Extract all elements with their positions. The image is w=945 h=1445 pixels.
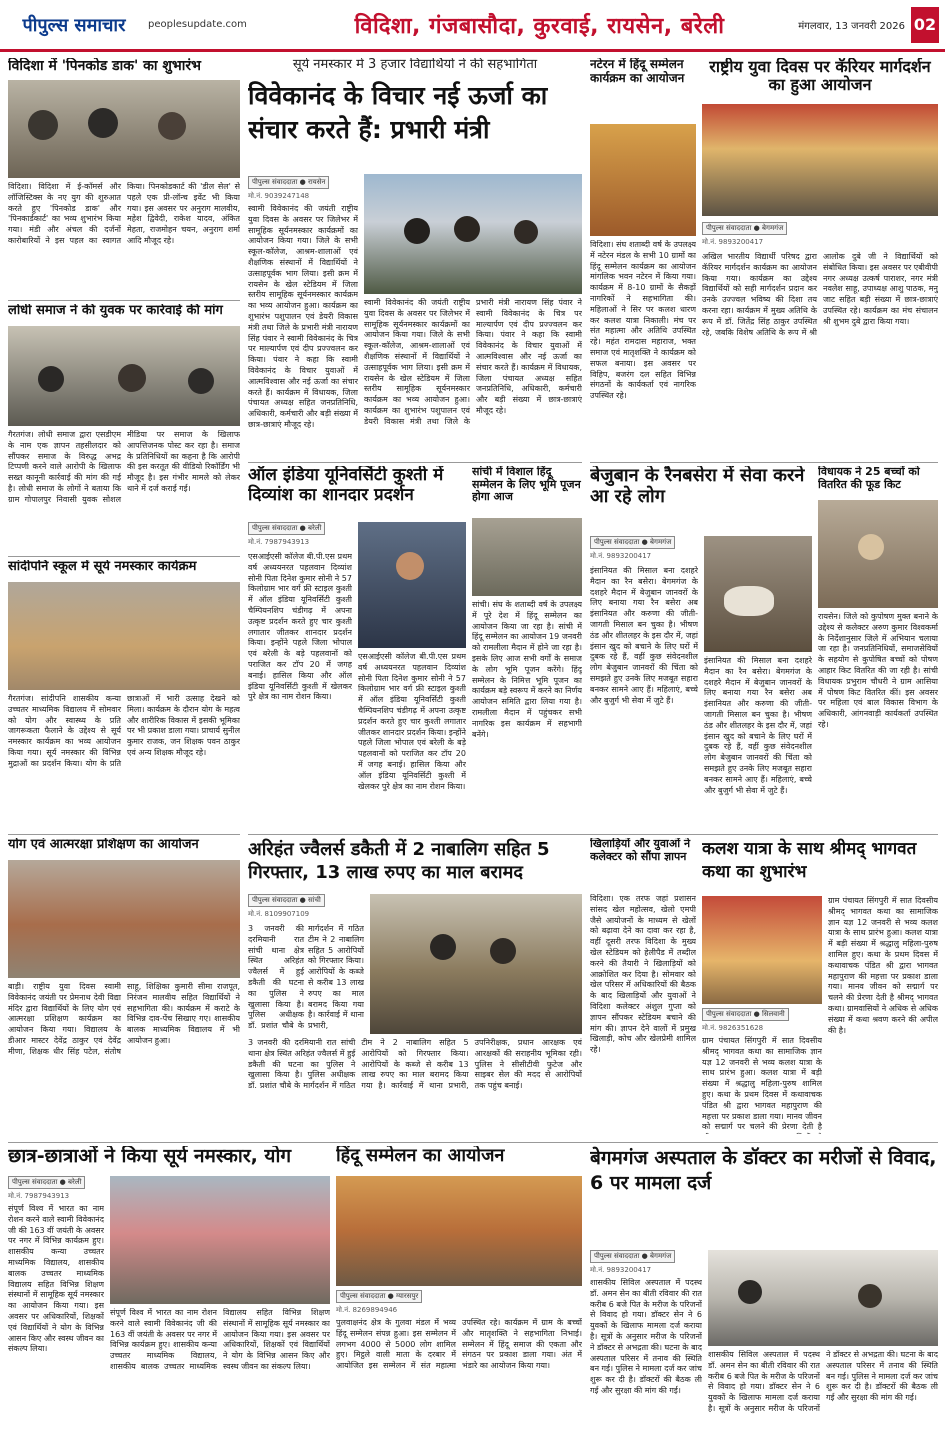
- photo-hospital: [708, 1250, 938, 1346]
- headline: लोधी समाज ने की युवक पर कार्रवाई की मांग: [8, 304, 223, 318]
- reporter-mobile: मो.नं. 9893200417: [702, 238, 764, 246]
- article-body-left: ग्राम पंचायत सिंगपुरी में सात दिवसीय श्रीमद् भागवत कथा का सामाजिक ज्ञान यज्ञ 12 जनवरी से भव्य कलश यात्रा के साथ प्रारंभ हुआ। कलश यात्रा में बड़ी संख्या में श्रद्धालु महिला-पुरुष शामिल हुए। कथा के प्रथम दिवस में कथावाचक पंडित श्री द्वारा भागवत महापुराण की महत्ता पर प्रकाश डाला गया। मानव जीवन को सद्मार्ग पर चलने की प्रेरणा देती है: [702, 1036, 822, 1132]
- article-lodhi-samaj: [8, 304, 240, 554]
- page-number: 02: [911, 7, 939, 43]
- headline: राष्ट्रीय युवा दिवस पर कॅरियर मार्गदर्शन का हुआ आयोजन: [709, 58, 931, 95]
- photo-food-kit: [818, 500, 938, 608]
- article-body-left: 3 जनवरी की दरमियानी रात सांची थाना क्षेत्र स्थित अरिहंत ज्वैलर्स में हुई डकैती की घटना का पुलिस ने खुलासा किया है। पुलिस अधीक्षक डॉ. प्रशांत चौबे के मार्गदर्शन में गठित टीम ने 2 नाबालिग सहित 5 आरोपियों को गिरफ्तार किया। आरोपियों के कब्जे से करीब 13 लाख रुपए का माल बरामद किया गया है। कार्रवाई में थाना प्रभारी,: [248, 924, 364, 1031]
- headline: बेजुबान के रैनबसेरा में सेवा करने आ रहे लोग: [590, 466, 805, 507]
- article-body: पुलवाक्षनंद क्षेत्र के गुलवा मंडल में भव्य हिंदू सम्मेलन संपन्न हुआ। इस सम्मेलन में लगभग 4000 से 5000 लोग शामिल हुए। मिट्ठले वाली माता के दरबार में आयोजित इस सम्मेलन में संत महात्मा उपस्थित रहे। कार्यक्रम में ग्राम के बच्चों और मातृशक्ति ने सहभागिता निभाई। सम्मेलन में हिंदू समाज की एकता और संगठन पर प्रकाश डाला गया। अंत में भंडारे का आयोजन किया गया।: [336, 1318, 582, 1371]
- article-body-right: स्वामी विवेकानंद की जयंती राष्ट्रीय युवा दिवस के अवसर पर जिलेभर में सामूहिक सूर्यनमस्कार कार्यक्रमों का आयोजन किया गया। जिले के सभी स्कूल-कॉलेज, आश्रम-शालाओं एवं शैक्षणिक संस्थानों में विद्यार्थियों ने उत्साहपूर्वक भाग लिया। इसी क्रम में रायसेन के खेल स्टेडियम में जिला स्तरीय सामूहिक सूर्यनमस्कार कार्यक्रम का भव्य आयोजन हुआ। कार्यक्रम का शुभारंभ पशुपालन एवं डेयरी विकास मंत्री तथा जिले के प्रभारी मंत्री नारायण सिंह पंवार ने स्वामी विवेकानंद के चित्र पर माल्यार्पण एवं दीप प्रज्ज्वलन कर किया। पंवार ने कहा कि स्वामी विवेकानंद के विचार युवाओं में आत्मविश्वास और नई ऊर्जा का संचार करते हैं। कार्यक्रम में विधायक, जिला पंचायत अध्यक्ष सहित जनप्रतिनिधि, अधिकारी, कर्मचारी और बड़ी संख्या में छात्र-छात्राएं मौजूद रहे।: [364, 298, 582, 426]
- article-body: विदिशा। एक तरफ जहां प्रशासन सांसद खेल महोत्सव, खेलो एमपी जैसे आयोजनों के माध्यम से खेलों को बढ़ावा देने का दावा कर रहा है, वहीं दूसरी तरफ विदिशा के मुख्य खेल स्टेडियम को हेलीपैड में तब्दील करने की तैयारी ने खिलाड़ियों को आक्रोशित कर दिया है। सोमवार को खेल परिसर में अधिकारियों की बैठक के बाद खिलाड़ियों और युवाओं ने विदिशा कलेक्टर अंशुल गुप्ता को ज्ञापन सौंपकर स्टेडियम बचाने की मांग की। ज्ञापन देने वालों में प्रमुख खिलाड़ी, कोच और खेलप्रेमी शामिल रहे।: [590, 894, 696, 1055]
- byline: पीपुल्स संवाददाता ● रायसेन: [248, 176, 329, 189]
- article-body-right: शासकीय सिविल अस्पताल में पदस्थ डॉ. अमन सेन का बीती रविवार की रात करीब 6 बजे पित के मरीज के परिजनों से विवाद हो गया। डॉक्टर सेन ने 6 युवकों के खिलाफ मामला दर्ज कराया है। सूत्रों के अनुसार मरीज के परिजनों ने डॉक्टर से अभद्रता की। घटना के बाद अस्पताल परिसर में तनाव की स्थिति बन गई। पुलिस ने मामला दर्ज कर जांच शुरू कर दी है। डॉक्टरों की बैठक ली गई और सुरक्षा की मांग की गई।: [708, 1350, 938, 1413]
- article-arihant-robbery: [248, 838, 582, 1138]
- byline: पीपुल्स संवाददाता ● सांची: [248, 894, 325, 907]
- article-food-kit: [818, 466, 938, 830]
- photo-gathering: [336, 1176, 582, 1286]
- article-body-left: संपूर्ण विश्व में भारत का नाम रोशन करने वाले स्वामी विवेकानंद जी की 163 वीं जयंती के अवसर पर नगर में विभिन्न कार्यक्रम हुए। शासकीय कन्या उच्चतर माध्यमिक विद्यालय, शासकीय बालक उच्चतर माध्यमिक विद्यालय सहित विभिन्न शिक्षण संस्थानों में सामूहिक सूर्य नमस्कार का आयोजन किया गया। इस अवसर पर अधिकारियों, शिक्षकों एवं विद्यार्थियों ने योग के विभिन्न आसन किए और स्वस्थ जीवन का संकल्प लिया।: [8, 1204, 104, 1354]
- photo-career-event: [702, 104, 938, 216]
- headline: ऑल इंडिया यूनिवर्सिटी कुश्ती में दिव्यांश का शानदार प्रदर्शन: [248, 466, 444, 505]
- reporter-mobile: मो.नं. 9893200417: [590, 1266, 652, 1274]
- article-players-memorandum: [590, 838, 696, 1138]
- byline: पीपुल्स संवाददाता ● बेगमगंज: [702, 222, 787, 235]
- photo-surya-namaskar: [8, 582, 240, 690]
- article-kalash-yatra: [702, 838, 938, 1138]
- headline: योग एवं आत्मरक्षा प्रशिक्षण का आयोजन: [8, 838, 199, 852]
- issue-date: मंगलवार, 13 जनवरी 2026: [798, 20, 905, 32]
- article-body: गैरतगंज। सांदीपनि शासकीय कन्या उच्चतर माध्यमिक विद्यालय में सोमवार को योग और स्वास्थ्य के प्रति जागरूकता फैलाने के उद्देश्य से सूर्य नमस्कार कार्यक्रम का भव्य आयोजन किया गया। सूर्य नमस्कार की विभिन्न मुद्राओं का प्रदर्शन किया। योग के प्रति छात्राओं में भारी उत्साह देखने को मिला। कार्यक्रम के दौरान योग के महत्व और शारीरिक विकास में इसकी भूमिका पर भी प्रकाश डाला गया। प्राचार्य सुनील कुमार राजक, जन शिक्षक पवन ठाकुर एवं अन्य शिक्षक मौजूद रहे।: [8, 694, 240, 768]
- article-pincode-dak: [8, 58, 240, 298]
- byline: पीपुल्स संवाददाता ● बरेली: [8, 1176, 85, 1189]
- article-vivekanand-minister: [248, 58, 582, 458]
- headline: विधायक ने 25 बच्चों को वितरित की फूड किट: [818, 466, 920, 491]
- headline: अरिहंत ज्वैलर्स डकैती में 2 नाबालिग सहित 5 गिरफ्तार, 13 लाख रुपए का माल बरामद: [248, 839, 550, 884]
- photo-students-yoga: [110, 1176, 330, 1304]
- byline: पीपुल्स संवाददाता ● सिलवानी: [702, 1008, 789, 1021]
- byline: पीपुल्स संवाददाता ● बरेली: [248, 522, 325, 535]
- article-body-right: ग्राम पंचायत सिंगपुरी में सात दिवसीय श्रीमद् भागवत कथा का सामाजिक ज्ञान यज्ञ 12 जनवरी से भव्य कलश यात्रा के साथ प्रारंभ हुआ। कलश यात्रा में बड़ी संख्या में श्रद्धालु महिला-पुरुष शामिल हुए। कथा के प्रथम दिवस में कथावाचक पंडित श्री द्वारा भागवत महापुराण की महत्ता पर प्रकाश डाला गया। मानव जीवन को सद्मार्ग पर चलने की प्रेरणा देती है श्रीमद् भागवत कथा। ग्रामवासियों ने अधिक से अधिक संख्या में कथा श्रवण करने की अपील की है।: [828, 896, 938, 1035]
- headline: छात्र-छात्राओं ने किया सूर्य नमस्कार, योग: [8, 1146, 292, 1167]
- article-hindu-sammelan: [336, 1146, 582, 1438]
- article-body: गैरतगंज। लोधी समाज द्वारा एसडीएम के नाम एक ज्ञापन तहसीलदार को सौंपकर समाज के विरुद्ध अभद्र टिप्पणी करने वाले आरोपी के खिलाफ सख्त कानूनी कार्रवाई की मांग की गई है। लोधी समाज के लोगों ने बताया कि ग्राम गोपालपुर निवासी युवक सोशल मीडिया पर समाज के खिलाफ आपत्तिजनक पोस्ट कर रहा है। समाज के प्रतिनिधियों का कहना है कि आरोपी की इस करतूत की वीडियो रिकॉर्डिंग भी मौजूद है। इस गंभीर मामले को लेकर थाने में दर्ज कराई गई।: [8, 430, 240, 504]
- article-body: विदिशा। विदिशा में ई-कॉमर्स और लॉजिस्टिक्स के नए युग की शुरुआत करते हुए 'पिनकोड डाक' और 'पिनकार्डकार्ट' का भव्य शुभारंभ किया गया। मंडी और अंचल की दर्जनों कारोबारियों ने इस पहल का स्वागत किया। पिनकोडकार्ट की 'डील सेल' से पहले एक प्री-लॉन्च इवेंट भी किया गया। इस अवसर पर अनुराग मालवीय, महेश द्विवेदी, राकेश यादव, अंकित मेहता, राजमोहन चयन, अनुराग शर्मा आदि मौजूद रहे।: [8, 182, 240, 245]
- byline: पीपुल्स संवाददाता ● ग्यारसपुर: [336, 1290, 422, 1303]
- photo-cows: [704, 536, 812, 652]
- article-body-left: इंसानियत की मिसाल बना दशहरे मैदान का रैन बसेरा। बेगमगंज के दशहरे मैदान में बेजुबान जानवरों के लिए बनाया गया रैन बसेरा अब इंसानियत और करुणा की जीती-जागती मिसाल बन चुका है। भीषण ठंड और शीतलहर के इस दौर में, जहां इंसान खुद को बचाने के लिए घरों में दुबक रहे हैं, वहीं कुछ संवेदनशील लोग बेजुबान जानवरों की चिंता को समझते हुए उनके लिए मजबूत सहारा बनकर सामने आए हैं। महिलाएं, बच्चे और बुजुर्ग भी सेवा में जुटे हैं।: [590, 566, 698, 705]
- article-body: अखिल भारतीय विद्यार्थी परिषद द्वारा कॅरियर मार्गदर्शन कार्यक्रम का आयोजन किया गया। कार्यक्रम का उद्देश्य विद्यार्थियों को सही मार्गदर्शन प्रदान कर उनके उज्ज्वल भविष्य की दिशा तय करना रहा। कार्यक्रम में मुख्य अतिथि के रूप में डॉ. जितेंद्र सिंह ठाकुर उपस्थित रहे, जबकि विशेष अतिथि के रूप में श्री आलोक दुबे जी ने विद्यार्थियों को संबोधित किया। इस अवसर पर एबीवीपी नगर अध्यक्ष उत्कर्ष पाराशर, नगर मंत्री नवलेश साहू, उपाध्यक्ष आशु पाठक, मनु जाट सहित बड़ी संख्या में छात्र-छात्राएं उपस्थित रहे। कार्यक्रम का मंच संचालन श्री शुभम दुबे द्वारा किया गया।: [702, 252, 938, 337]
- article-body: सांची। संघ के शताब्दी वर्ष के उपलक्ष्य में पूरे देश में हिंदू सम्मेलन का आयोजन किया जा रहा है। सांची में हिंदू सम्मेलन का आयोजन 19 जनवरी को रामलीला मैदान में होने जा रहा है। इसके लिए आज सभी वर्गों के समाज के लोग भूमि पूजन करेंगे। हिंदू सम्मेलन के निमित्त भूमि पूजन का कार्यक्रम बड़े स्वरूप में करने का निर्णय आयोजन समिति द्वारा लिया गया है। रामलीला मैदान में पहुंचकर सभी नागरिक इस कार्यक्रम में सहभागी बनेंगे।: [472, 600, 582, 739]
- headline: विदिशा में 'पिनकोड डाक' का शुभारंभ: [8, 58, 201, 74]
- photo-police-press: [370, 894, 582, 1034]
- byline: पीपुल्स संवाददाता ● बेगमगंज: [590, 536, 675, 549]
- photo-memorandum: [8, 326, 240, 426]
- article-body-left: एसआईएसी कॉलेज बी.पी.एस प्रथम वर्ष अध्ययनरत पहलवान दिव्यांश सोनी पिता दिनेश कुमार सोनी ने 57 किलोग्राम भार वर्ग फ्री स्टाइल कुश्ती में ऑल इंडिया यूनिवर्सिटी कुश्ती चैम्पियनशिप चंडीगढ़ में अपना उत्कृष्ट प्रदर्शन करते हुए चार कुश्ती लगातार जीतकर शानदार प्रदर्शन किया। इन्होंने पहले जिला भोपाल एवं बरेली के बड़े पहलवानों को पराजित कर टॉप 20 में जगह बनाई। हासिल किया और ऑल इंडिया यूनिवर्सिटी कुश्ती में खेलकर पुरे क्षेत्र का नाम रोशन किया।: [248, 552, 352, 702]
- headline: हिंदू सम्मेलन का आयोजन: [336, 1146, 505, 1166]
- reporter-mobile: मो.नं. 7987943913: [8, 1192, 70, 1200]
- headline: नटेरन में हिंदू सम्मेलन कार्यक्रम का आयोजन: [590, 58, 685, 85]
- photo-bhagwat-katha: [702, 896, 822, 1004]
- edition-cities: विदिशा, गंजबासौदा, कुरवाई, रायसेन, बरेली: [354, 13, 725, 39]
- headline: सांदीपनि स्कूल में सूर्य नमस्कार कार्यक्रम: [8, 560, 197, 574]
- article-body-left: शासकीय सिविल अस्पताल में पदस्थ डॉ. अमन सेन का बीती रविवार की रात करीब 6 बजे पित के मरीज के परिजनों से विवाद हो गया। डॉक्टर सेन ने 6 युवकों के खिलाफ मामला दर्ज कराया है। सूत्रों के अनुसार मरीज के परिजनों ने डॉक्टर से अभद्रता की। घटना के बाद अस्पताल परिसर में तनाव की स्थिति बन गई। पुलिस ने मामला दर्ज कर जांच शुरू कर दी है। डॉक्टरों की बैठक ली गई और सुरक्षा की मांग की गई।: [590, 1278, 702, 1395]
- reporter-mobile: मो.नं. 8109907109: [248, 910, 310, 918]
- byline: पीपुल्स संवाददाता ● बेगमगंज: [590, 1250, 675, 1263]
- article-body-right: इंसानियत की मिसाल बना दशहरे मैदान का रैन बसेरा। बेगमगंज के दशहरे मैदान में बेजुबान जानवरों के लिए बनाया गया रैन बसेरा अब इंसानियत और करुणा की जीती-जागती मिसाल बन चुका है। भीषण ठंड और शीतलहर के इस दौर में, जहां इंसान खुद को बचाने के लिए घरों में दुबक रहे हैं, वहीं कुछ संवेदनशील लोग बेजुबान जानवरों की चिंता को समझते हुए उनके लिए मजबूत सहारा बनकर सामने आए हैं। महिलाएं, बच्चे और बुजुर्ग भी सेवा में जुटे हैं।: [704, 656, 812, 795]
- reporter-mobile: मो.नं. 9826351628: [702, 1024, 764, 1032]
- headline: सांची में विशाल हिंदू सम्मेलन के लिए भूमि पूजन होगा आज: [472, 466, 581, 504]
- article-nateran-sammelan: [590, 58, 696, 458]
- article-yoga-self-defense: [8, 838, 240, 1138]
- newspaper-logo[interactable]: [0, 1, 148, 49]
- article-body-right: एसआईएसी कॉलेज बी.पी.एस प्रथम वर्ष अध्ययनरत पहलवान दिव्यांश सोनी पिता दिनेश कुमार सोनी ने 57 किलोग्राम भार वर्ग फ्री स्टाइल कुश्ती में ऑल इंडिया यूनिवर्सिटी कुश्ती चैम्पियनशिप चंडीगढ़ में अपना उत्कृष्ट प्रदर्शन करते हुए चार कुश्ती लगातार जीतकर शानदार प्रदर्शन किया। इन्होंने पहले जिला भोपाल एवं बरेली के बड़े पहलवानों को पराजित कर टॉप 20 में जगह बनाई। हासिल किया और ऑल इंडिया यूनिवर्सिटी कुश्ती में खेलकर पुरे क्षेत्र का नाम रोशन किया।: [358, 652, 466, 791]
- reporter-mobile: मो.नं. 9039247148: [248, 192, 310, 200]
- headline: खिलाड़ियों और युवाओं ने कलेक्टर को सौंपा ज्ञापन: [590, 838, 691, 863]
- article-hospital-dispute: [590, 1146, 938, 1438]
- masthead: [0, 0, 945, 52]
- reporter-mobile: मो.नं. 9893200417: [590, 552, 652, 560]
- article-body: बाड़ी। राष्ट्रीय युवा दिवस स्वामी विवेकानंद जयंती पर प्रेमनाथ देवी विद्या मंदिर द्वारा विद्यार्थियों के लिए योग एवं आत्मरक्षा प्रशिक्षण कार्यक्रम का आयोजन किया गया। विद्यालय के डीआर मास्टर देवेंद्र ठाकुर एवं देवेंद्र मीणा, शिक्षक धीर सिंह पटेल, संतोष साहू, शिक्षिका कुमारी सीमा राजपूत, निरंजन मालवीय सहित विद्यार्थियों ने सहभागिता की। कार्यक्रम में कराटे के विभिन्न दाव-पेंच सिखाए गए। शासकीय बालक माध्यमिक विद्यालय में भी आयोजन हुआ।: [8, 982, 240, 1056]
- photo-sammelan: [590, 124, 696, 236]
- reporter-mobile: मो.नं. 8269894946: [336, 1306, 398, 1314]
- headline: कलश यात्रा के साथ श्रीमद् भागवत कथा का शुभारंभ: [702, 839, 917, 882]
- headline: बेगमगंज अस्पताल के डॉक्टर का मरीजों से विवाद, 6 पर मामला दर्ज: [590, 1147, 937, 1194]
- photo-wrestler: [358, 522, 466, 648]
- photo-meeting: [472, 518, 582, 596]
- logo-text: पीपुल्स समाचार: [22, 14, 126, 36]
- article-career-guidance: [702, 58, 938, 458]
- reporter-mobile: मो.नं. 7987943913: [248, 538, 310, 546]
- article-animal-shelter: [590, 466, 812, 830]
- site-url[interactable]: peoplesupdate.com: [148, 19, 247, 30]
- photo-inauguration: [8, 80, 240, 178]
- article-sandipani-school: [8, 560, 240, 830]
- article-sanchi-sammelan: [472, 466, 582, 830]
- article-body-right: संपूर्ण विश्व में भारत का नाम रोशन करने वाले स्वामी विवेकानंद जी की 163 वीं जयंती के अवसर पर नगर में विभिन्न कार्यक्रम हुए। शासकीय कन्या उच्चतर माध्यमिक विद्यालय, शासकीय बालक उच्चतर माध्यमिक विद्यालय सहित विभिन्न शिक्षण संस्थानों में सामूहिक सूर्य नमस्कार का आयोजन किया गया। इस अवसर पर अधिकारियों, शिक्षकों एवं विद्यार्थियों ने योग के विभिन्न आसन किए और स्वस्थ जीवन का संकल्प लिया।: [110, 1308, 330, 1371]
- article-body: रायसेन। जिले को कुपोषण मुक्त बनाने के उद्देश्य से कलेक्टर अरुण कुमार विश्वकर्मा के निर्देशानुसार जिले में अभियान चलाया जा रहा है। जनप्रतिनिधियों, समाजसेवियों के सहयोग से कुपोषित बच्चों को पोषण आहार किट वितरित की जा रही है। सांची विधायक प्रभुराम चौधरी ने ग्राम आसिया में पोषण किट वितरित कीं। इस अवसर पर महिला एवं बाल विकास विभाग के अधिकारी, आंगनवाड़ी कार्यकर्ता उपस्थित रहे।: [818, 612, 938, 729]
- article-students-surya-namaskar: [8, 1146, 330, 1438]
- photo-minister-stage: [364, 174, 582, 294]
- headline: विवेकानंद के विचार नई ऊर्जा का संचार करते हैं: प्रभारी मंत्री: [248, 80, 548, 144]
- article-body-bottom: 3 जनवरी की दरमियानी रात सांची थाना क्षेत्र स्थित अरिहंत ज्वैलर्स में हुई डकैती की घटना का पुलिस ने खुलासा किया है। पुलिस अधीक्षक डॉ. प्रशांत चौबे के मार्गदर्शन में गठित टीम ने 2 नाबालिग सहित 5 आरोपियों को गिरफ्तार किया। आरोपियों के कब्जे से करीब 13 लाख रुपए का माल बरामद किया गया है। कार्रवाई में थाना प्रभारी, उपनिरीक्षक, प्रधान आरक्षक एवं आरक्षकों की सराहनीय भूमिका रही। पुलिस ने सीसीटीवी फुटेज और साइबर सेल की मदद से आरोपियों तक पहुंच बनाई।: [248, 1038, 582, 1091]
- kicker: सूर्य नमस्कार में 3 हजार विद्यार्थियों ने की सहभागिता: [292, 58, 538, 72]
- article-body-left: स्वामी विवेकानंद की जयंती राष्ट्रीय युवा दिवस के अवसर पर जिलेभर में सामूहिक सूर्यनमस्कार कार्यक्रमों का आयोजन किया गया। जिले के सभी स्कूल-कॉलेज, आश्रम-शालाओं एवं शैक्षणिक संस्थानों में विद्यार्थियों ने उत्साहपूर्वक भाग लिया। इसी क्रम में रायसेन के खेल स्टेडियम में जिला स्तरीय सामूहिक सूर्यनमस्कार कार्यक्रम का भव्य आयोजन हुआ। कार्यक्रम का शुभारंभ पशुपालन एवं डेयरी विकास मंत्री तथा जिले के प्रभारी मंत्री नारायण सिंह पंवार ने स्वामी विवेकानंद के चित्र पर माल्यार्पण एवं दीप प्रज्ज्वलन कर किया। पंवार ने कहा कि स्वामी विवेकानंद के विचार युवाओं में आत्मविश्वास और नई ऊर्जा का संचार करते हैं। कार्यक्रम में विधायक, जिला पंचायत अध्यक्ष सहित जनप्रतिनिधि, अधिकारी, कर्मचारी और बड़ी संख्या में छात्र-छात्राएं मौजूद रहे।: [248, 204, 358, 429]
- article-body: विदिशा। संघ शताब्दी वर्ष के उपलक्ष्य में नटेरन मंडल के सभी 10 ग्रामों का हिंदू सम्मेलन कार्यक्रम का आयोजन मांगलिक भवन नटेरन में किया गया। कार्यक्रम में 8-10 ग्रामों के सैकड़ों नागरिकों ने सहभागिता की। महिलाओं ने सिर पर कलश धारण कर कलश यात्रा निकाली। मंच पर संत महात्मा और अतिथि उपस्थित रहे। महंत रामदास महाराज, भक्त समाज एवं मातृशक्ति ने कार्यक्रम को सफल बनाया। इस अवसर पर विहिप, बजरंग दल सहित विभिन्न संगठनों के कार्यकर्ता एवं नागरिक उपस्थित रहे।: [590, 240, 696, 401]
- article-wrestling: [248, 466, 466, 830]
- photo-yoga-training: [8, 860, 240, 978]
